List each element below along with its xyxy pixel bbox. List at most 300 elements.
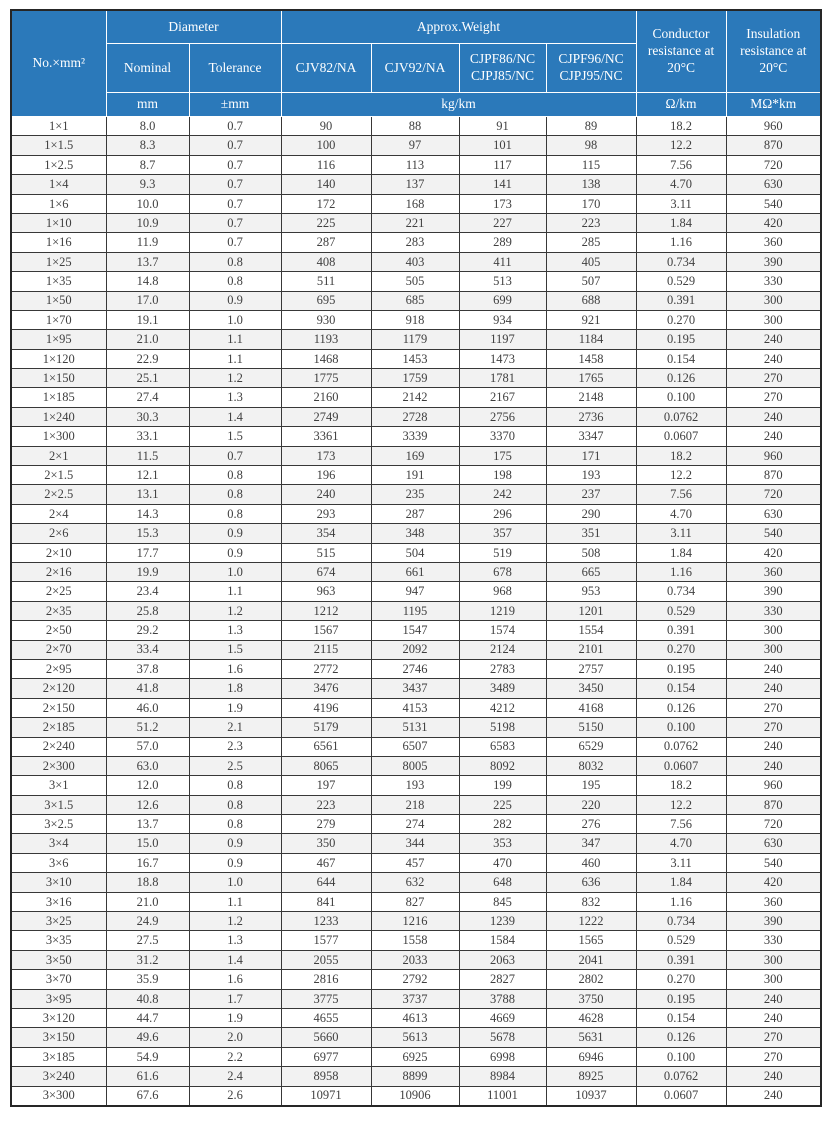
table-cell: 1.16 — [636, 892, 726, 911]
table-cell: 3×150 — [11, 1028, 106, 1047]
table-cell: 270 — [726, 369, 821, 388]
table-cell: 5131 — [371, 718, 459, 737]
table-cell: 0.7 — [189, 136, 281, 155]
table-cell: 3775 — [281, 989, 371, 1008]
table-cell: 2×2.5 — [11, 485, 106, 504]
table-cell: 2×50 — [11, 621, 106, 640]
table-cell: 3×4 — [11, 834, 106, 853]
table-cell: 405 — [546, 252, 636, 271]
table-cell: 54.9 — [106, 1047, 189, 1066]
table-cell: 420 — [726, 213, 821, 232]
table-cell: 35.9 — [106, 970, 189, 989]
table-cell: 4.70 — [636, 175, 726, 194]
table-cell: 1453 — [371, 349, 459, 368]
table-cell: 1×10 — [11, 213, 106, 232]
table-row — [11, 1047, 821, 1066]
table-cell: 1554 — [546, 621, 636, 640]
table-cell: 1239 — [459, 912, 546, 931]
table-cell: 1.9 — [189, 698, 281, 717]
table-cell: 3370 — [459, 427, 546, 446]
table-body — [11, 117, 821, 1106]
table-cell: 3×300 — [11, 1086, 106, 1106]
table-cell: 2×6 — [11, 524, 106, 543]
table-cell: 827 — [371, 892, 459, 911]
table-cell: 330 — [726, 931, 821, 950]
table-cell: 173 — [459, 194, 546, 213]
table-cell: 117 — [459, 155, 546, 174]
table-cell: 2092 — [371, 640, 459, 659]
table-cell: 934 — [459, 310, 546, 329]
table-cell: 101 — [459, 136, 546, 155]
table-cell: 5150 — [546, 718, 636, 737]
table-row — [11, 679, 821, 698]
table-cell: 1201 — [546, 601, 636, 620]
table-cell: 5613 — [371, 1028, 459, 1047]
table-cell: 11.9 — [106, 233, 189, 252]
header-nominal: Nominal — [106, 44, 189, 93]
table-cell: 515 — [281, 543, 371, 562]
table-cell: 953 — [546, 582, 636, 601]
table-cell: 235 — [371, 485, 459, 504]
table-cell: 1×1 — [11, 117, 106, 136]
table-cell: 1.16 — [636, 562, 726, 581]
table-cell: 3×16 — [11, 892, 106, 911]
table-cell: 18.2 — [636, 117, 726, 136]
table-cell: 19.1 — [106, 310, 189, 329]
table-cell: 674 — [281, 562, 371, 581]
table-cell: 300 — [726, 970, 821, 989]
table-cell: 1.84 — [636, 543, 726, 562]
header-cjv82: CJV82/NA — [281, 44, 371, 93]
table-cell: 467 — [281, 853, 371, 872]
table-cell: 274 — [371, 815, 459, 834]
table-cell: 0.9 — [189, 834, 281, 853]
table-cell: 960 — [726, 117, 821, 136]
table-cell: 0.126 — [636, 698, 726, 717]
table-cell: 665 — [546, 562, 636, 581]
table-cell: 0.8 — [189, 272, 281, 291]
table-cell: 40.8 — [106, 989, 189, 1008]
table-row — [11, 950, 821, 969]
table-cell: 0.126 — [636, 369, 726, 388]
table-cell: 1×240 — [11, 407, 106, 426]
table-cell: 91 — [459, 117, 546, 136]
table-cell: 282 — [459, 815, 546, 834]
table-cell: 240 — [726, 989, 821, 1008]
table-cell: 5631 — [546, 1028, 636, 1047]
table-cell: 51.2 — [106, 718, 189, 737]
table-cell: 0.8 — [189, 504, 281, 523]
table-cell: 300 — [726, 621, 821, 640]
table-cell: 97 — [371, 136, 459, 155]
table-cell: 2×10 — [11, 543, 106, 562]
table-cell: 457 — [371, 853, 459, 872]
table-cell: 0.100 — [636, 1047, 726, 1066]
table-cell: 3361 — [281, 427, 371, 446]
table-cell: 1458 — [546, 349, 636, 368]
table-cell: 0.195 — [636, 989, 726, 1008]
table-cell: 3489 — [459, 679, 546, 698]
table-cell: 225 — [459, 795, 546, 814]
table-cell: 0.8 — [189, 795, 281, 814]
header-cjpf96: CJPF96/NC CJPJ95/NC — [546, 44, 636, 93]
table-cell: 12.6 — [106, 795, 189, 814]
table-cell: 390 — [726, 582, 821, 601]
table-cell: 240 — [726, 349, 821, 368]
table-cell: 3476 — [281, 679, 371, 698]
table-cell: 1216 — [371, 912, 459, 931]
table-cell: 870 — [726, 136, 821, 155]
table-cell: 720 — [726, 485, 821, 504]
table-cell: 344 — [371, 834, 459, 853]
table-cell: 287 — [281, 233, 371, 252]
table-cell: 0.7 — [189, 213, 281, 232]
table-cell: 1×16 — [11, 233, 106, 252]
table-row — [11, 175, 821, 194]
table-cell: 2×35 — [11, 601, 106, 620]
table-cell: 61.6 — [106, 1067, 189, 1086]
table-cell: 240 — [726, 1067, 821, 1086]
table-cell: 2.0 — [189, 1028, 281, 1047]
table-cell: 7.56 — [636, 485, 726, 504]
table-cell: 648 — [459, 873, 546, 892]
table-cell: 2115 — [281, 640, 371, 659]
table-cell: 240 — [726, 427, 821, 446]
table-cell: 10937 — [546, 1086, 636, 1106]
table-cell: 360 — [726, 562, 821, 581]
table-cell: 300 — [726, 310, 821, 329]
table-row — [11, 756, 821, 775]
table-cell: 11001 — [459, 1086, 546, 1106]
header-diameter: Diameter — [106, 10, 281, 44]
table-cell: 2148 — [546, 388, 636, 407]
table-cell: 1.4 — [189, 407, 281, 426]
table-cell: 1179 — [371, 330, 459, 349]
table-cell: 240 — [726, 737, 821, 756]
table-cell: 4613 — [371, 1008, 459, 1027]
table-cell: 220 — [546, 795, 636, 814]
table-cell: 960 — [726, 776, 821, 795]
table-cell: 2142 — [371, 388, 459, 407]
table-cell: 5179 — [281, 718, 371, 737]
table-cell: 2.5 — [189, 756, 281, 775]
table-cell: 240 — [726, 407, 821, 426]
table-cell: 2.6 — [189, 1086, 281, 1106]
table-row — [11, 853, 821, 872]
table-header — [11, 10, 821, 117]
table-cell: 2816 — [281, 970, 371, 989]
table-cell: 12.0 — [106, 776, 189, 795]
table-cell: 287 — [371, 504, 459, 523]
table-cell: 2.2 — [189, 1047, 281, 1066]
table-cell: 270 — [726, 388, 821, 407]
table-cell: 0.8 — [189, 252, 281, 271]
table-cell: 688 — [546, 291, 636, 310]
table-cell: 1212 — [281, 601, 371, 620]
table-cell: 2×1 — [11, 446, 106, 465]
table-cell: 8984 — [459, 1067, 546, 1086]
table-row — [11, 931, 821, 950]
table-cell: 1.0 — [189, 310, 281, 329]
table-cell: 513 — [459, 272, 546, 291]
table-cell: 354 — [281, 524, 371, 543]
table-cell: 0.0762 — [636, 1067, 726, 1086]
table-row — [11, 291, 821, 310]
table-cell: 0.9 — [189, 543, 281, 562]
table-cell: 0.154 — [636, 679, 726, 698]
table-cell: 350 — [281, 834, 371, 853]
table-row — [11, 776, 821, 795]
table-cell: 2.3 — [189, 737, 281, 756]
table-cell: 3×1.5 — [11, 795, 106, 814]
table-cell: 223 — [546, 213, 636, 232]
table-row — [11, 349, 821, 368]
table-cell: 1.2 — [189, 369, 281, 388]
table-cell: 33.4 — [106, 640, 189, 659]
table-cell: 6507 — [371, 737, 459, 756]
table-cell: 170 — [546, 194, 636, 213]
table-cell: 0.0607 — [636, 1086, 726, 1106]
table-cell: 300 — [726, 291, 821, 310]
table-cell: 18.8 — [106, 873, 189, 892]
table-cell: 2757 — [546, 659, 636, 678]
table-cell: 1184 — [546, 330, 636, 349]
table-cell: 1219 — [459, 601, 546, 620]
table-cell: 511 — [281, 272, 371, 291]
table-cell: 1×300 — [11, 427, 106, 446]
table-cell: 1×1.5 — [11, 136, 106, 155]
table-cell: 1.1 — [189, 892, 281, 911]
table-cell: 98 — [546, 136, 636, 155]
table-cell: 2827 — [459, 970, 546, 989]
table-row — [11, 912, 821, 931]
table-cell: 5678 — [459, 1028, 546, 1047]
table-cell: 8899 — [371, 1067, 459, 1086]
table-cell: 1.4 — [189, 950, 281, 969]
table-row — [11, 795, 821, 814]
table-cell: 0.529 — [636, 272, 726, 291]
table-row — [11, 737, 821, 756]
table-row — [11, 369, 821, 388]
table-cell: 25.8 — [106, 601, 189, 620]
table-cell: 242 — [459, 485, 546, 504]
table-cell: 0.270 — [636, 640, 726, 659]
table-row — [11, 407, 821, 426]
table-cell: 6998 — [459, 1047, 546, 1066]
table-cell: 193 — [371, 776, 459, 795]
table-cell: 2101 — [546, 640, 636, 659]
table-cell: 3788 — [459, 989, 546, 1008]
table-cell: 63.0 — [106, 756, 189, 775]
table-cell: 460 — [546, 853, 636, 872]
table-cell: 168 — [371, 194, 459, 213]
table-row — [11, 233, 821, 252]
table-row — [11, 601, 821, 620]
table-row — [11, 524, 821, 543]
table-row — [11, 621, 821, 640]
table-cell: 1577 — [281, 931, 371, 950]
table-cell: 21.0 — [106, 330, 189, 349]
table-cell: 1.5 — [189, 640, 281, 659]
table-row — [11, 194, 821, 213]
table-cell: 470 — [459, 853, 546, 872]
table-cell: 2×1.5 — [11, 466, 106, 485]
table-cell: 21.0 — [106, 892, 189, 911]
table-cell: 0.9 — [189, 291, 281, 310]
table-cell: 685 — [371, 291, 459, 310]
table-cell: 195 — [546, 776, 636, 795]
table-cell: 2×70 — [11, 640, 106, 659]
table-cell: 0.391 — [636, 950, 726, 969]
table-cell: 3×185 — [11, 1047, 106, 1066]
table-cell: 0.8 — [189, 466, 281, 485]
table-cell: 348 — [371, 524, 459, 543]
table-cell: 8065 — [281, 756, 371, 775]
table-cell: 2×300 — [11, 756, 106, 775]
table-cell: 1.5 — [189, 427, 281, 446]
header-insulation-resistance: Insulation resistance at 20°C — [726, 10, 821, 93]
table-row — [11, 1067, 821, 1086]
table-cell: 632 — [371, 873, 459, 892]
table-cell: 15.3 — [106, 524, 189, 543]
table-cell: 276 — [546, 815, 636, 834]
table-cell: 0.0762 — [636, 737, 726, 756]
table-cell: 3×1 — [11, 776, 106, 795]
table-cell: 1.6 — [189, 970, 281, 989]
table-cell: 172 — [281, 194, 371, 213]
table-cell: 140 — [281, 175, 371, 194]
table-cell: 2.1 — [189, 718, 281, 737]
table-cell: 2×16 — [11, 562, 106, 581]
table-cell: 0.7 — [189, 446, 281, 465]
table-cell: 507 — [546, 272, 636, 291]
unit-kg-km: kg/km — [281, 93, 636, 117]
table-cell: 2063 — [459, 950, 546, 969]
table-cell: 10.0 — [106, 194, 189, 213]
table-cell: 285 — [546, 233, 636, 252]
table-cell: 360 — [726, 892, 821, 911]
header-no-mm2: No.×mm² — [11, 10, 106, 117]
table-cell: 6977 — [281, 1047, 371, 1066]
table-row — [11, 1086, 821, 1106]
table-cell: 18.2 — [636, 446, 726, 465]
table-cell: 1195 — [371, 601, 459, 620]
table-cell: 8.3 — [106, 136, 189, 155]
table-cell: 695 — [281, 291, 371, 310]
table-cell: 1.3 — [189, 931, 281, 950]
table-cell: 12.2 — [636, 466, 726, 485]
table-cell: 947 — [371, 582, 459, 601]
table-cell: 240 — [726, 1008, 821, 1027]
table-cell: 115 — [546, 155, 636, 174]
table-cell: 7.56 — [636, 155, 726, 174]
table-cell: 1574 — [459, 621, 546, 640]
table-cell: 0.734 — [636, 912, 726, 931]
table-cell: 2802 — [546, 970, 636, 989]
table-cell: 630 — [726, 175, 821, 194]
table-cell: 270 — [726, 1047, 821, 1066]
table-cell: 3.11 — [636, 194, 726, 213]
table-cell: 1×70 — [11, 310, 106, 329]
table-cell: 2.4 — [189, 1067, 281, 1086]
table-cell: 4212 — [459, 698, 546, 717]
table-cell: 1.3 — [189, 621, 281, 640]
table-cell: 2×185 — [11, 718, 106, 737]
table-row — [11, 388, 821, 407]
table-row — [11, 446, 821, 465]
table-cell: 223 — [281, 795, 371, 814]
table-cell: 540 — [726, 194, 821, 213]
table-cell: 3×2.5 — [11, 815, 106, 834]
table-cell: 1×25 — [11, 252, 106, 271]
table-cell: 2033 — [371, 950, 459, 969]
table-cell: 15.0 — [106, 834, 189, 853]
table-cell: 5198 — [459, 718, 546, 737]
table-row — [11, 466, 821, 485]
table-cell: 1.84 — [636, 873, 726, 892]
table-cell: 6583 — [459, 737, 546, 756]
table-cell: 1.7 — [189, 989, 281, 1008]
table-cell: 2×95 — [11, 659, 106, 678]
table-cell: 644 — [281, 873, 371, 892]
table-cell: 508 — [546, 543, 636, 562]
table-cell: 137 — [371, 175, 459, 194]
table-cell: 5660 — [281, 1028, 371, 1047]
table-cell: 4196 — [281, 698, 371, 717]
cable-spec-table — [10, 9, 822, 1107]
table-cell: 16.7 — [106, 853, 189, 872]
table-cell: 0.7 — [189, 194, 281, 213]
table-cell: 8958 — [281, 1067, 371, 1086]
table-cell: 2160 — [281, 388, 371, 407]
table-cell: 2728 — [371, 407, 459, 426]
unit-mm: mm — [106, 93, 189, 117]
table-cell: 1775 — [281, 369, 371, 388]
table-row — [11, 543, 821, 562]
table-cell: 1.84 — [636, 213, 726, 232]
table-cell: 0.0607 — [636, 756, 726, 775]
table-cell: 13.7 — [106, 815, 189, 834]
table-cell: 0.7 — [189, 117, 281, 136]
table-cell: 1197 — [459, 330, 546, 349]
table-row — [11, 136, 821, 155]
table-row — [11, 427, 821, 446]
table-cell: 832 — [546, 892, 636, 911]
table-row — [11, 815, 821, 834]
table-cell: 2041 — [546, 950, 636, 969]
table-cell: 2783 — [459, 659, 546, 678]
table-cell: 1.9 — [189, 1008, 281, 1027]
table-cell: 293 — [281, 504, 371, 523]
table-cell: 4628 — [546, 1008, 636, 1027]
table-row — [11, 252, 821, 271]
table-cell: 2792 — [371, 970, 459, 989]
table-cell: 0.0762 — [636, 407, 726, 426]
table-cell: 3450 — [546, 679, 636, 698]
table-cell: 1×4 — [11, 175, 106, 194]
table-cell: 360 — [726, 233, 821, 252]
table-row — [11, 155, 821, 174]
table-cell: 678 — [459, 562, 546, 581]
table-cell: 270 — [726, 698, 821, 717]
table-cell: 0.9 — [189, 853, 281, 872]
table-cell: 330 — [726, 601, 821, 620]
table-cell: 845 — [459, 892, 546, 911]
table-cell: 240 — [726, 659, 821, 678]
table-cell: 0.9 — [189, 524, 281, 543]
table-cell: 49.6 — [106, 1028, 189, 1047]
table-cell: 504 — [371, 543, 459, 562]
